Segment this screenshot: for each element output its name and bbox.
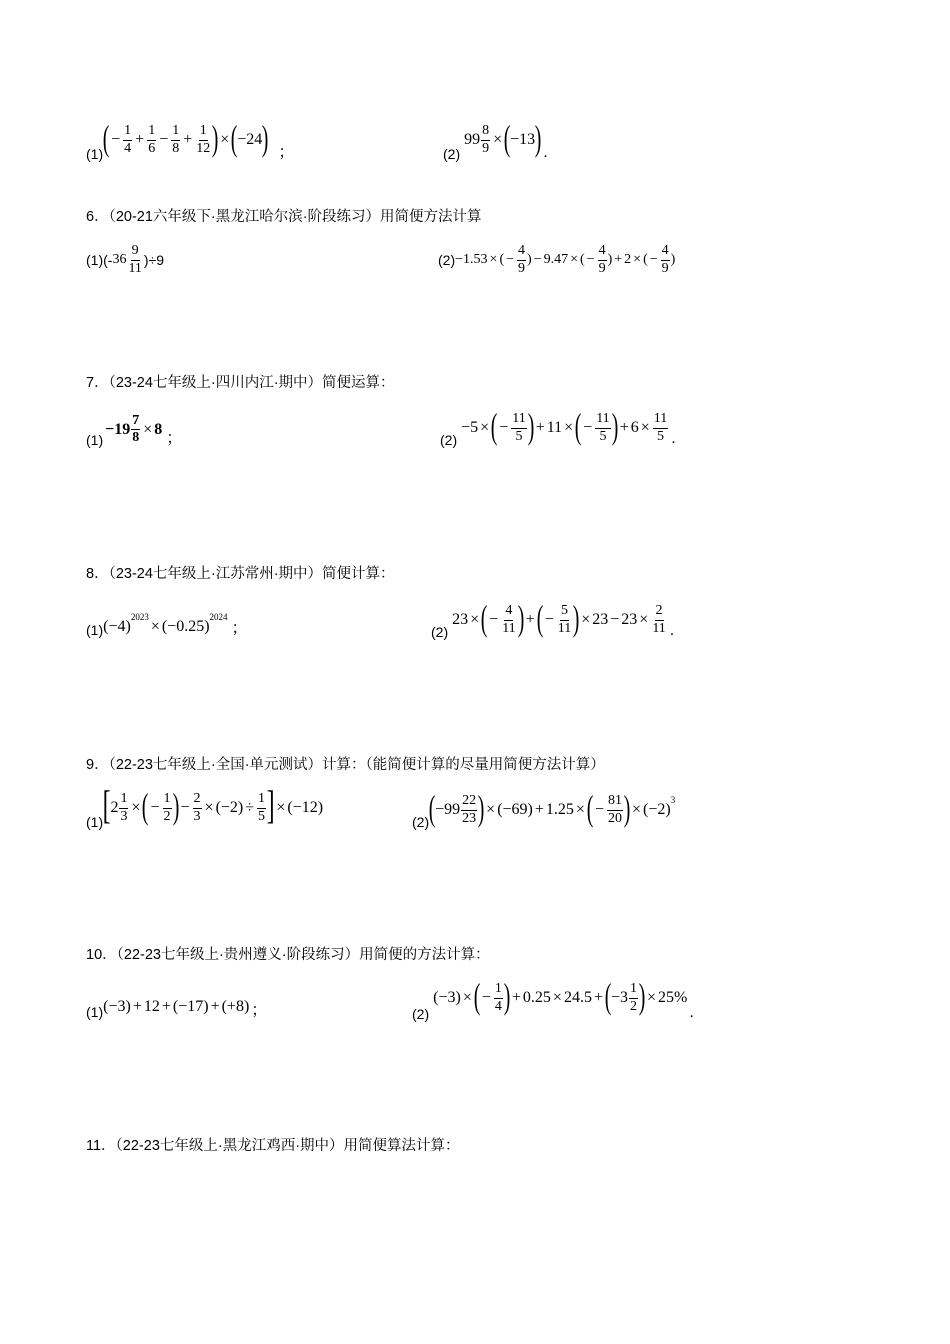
- q6-part1: [86, 240, 164, 280]
- q5-part2-end: .: [543, 144, 548, 161]
- q7-part1-formula: −19 $\frac{7}{8}$ × 8: [105, 412, 163, 446]
- q8-part2-label: (2): [431, 624, 449, 640]
- q7-part1-label: (1): [86, 432, 104, 448]
- q10-part2: [412, 974, 694, 1024]
- q5-part1-formula: ( − $\frac{1}{4}$ + $\frac{1}{6}$ − $\frac{1}{8}$ + $\frac{1}{12}$ ) × ( −24 ): [102, 118, 269, 158]
- q8-part1-formula: (−4) 2023 × (−0.25) 2024: [103, 612, 228, 635]
- q10-part2-formula: (−3) × ( − $\frac{1}{4}$ ) + 0.25 × 24.5 + ( −3 $\frac{1}{2}$ ) × 25%: [433, 976, 688, 1016]
- q10-title: 10．（22-23七年级上·贵州遵义·阶段练习）用简便的方法计算：: [86, 947, 490, 963]
- q9-part1-formula: [ 2 $\frac{1}{3}$ × ( − $\frac{1}{2}$ ) − $\frac{2}{3}$ × (−2) ÷ $\frac{1}{5}$ ] × (−12): [102, 782, 324, 827]
- q9-part2-label: (2): [412, 814, 430, 830]
- q9-part2-formula: ( −99 $\frac{22}{23}$ ) × (−69) + 1.25 × ( − $\frac{81}{20}$ ) × (−2) 3: [428, 788, 676, 828]
- q10-part1-formula: (−3) + 12 + (−17) + (+8): [103, 998, 250, 1015]
- q8-title: 8．（23-24七年级上·江苏常州·期中）简便计算：: [86, 566, 395, 582]
- q8-part1-label: (1): [86, 622, 104, 638]
- q9-part2: [412, 784, 675, 834]
- q6-title: 6．（20-21六年级下·黑龙江哈尔滨·阶段练习）用简便方法计算: [86, 209, 482, 225]
- q5-part1: [86, 116, 294, 164]
- q8-part1-sep: ；: [231, 620, 248, 637]
- q9-title: 9．（22-23七年级上·全国·单元测试）计算：（能简便计算的尽量用简便方法计算）: [86, 757, 605, 773]
- q7-part1-sep: ；: [166, 430, 183, 447]
- q7-part2-label: (2): [440, 432, 458, 448]
- q7-part1: [86, 404, 182, 452]
- q5-part2-formula: 99 $\frac{8}{9}$ × ( −13 ): [464, 118, 542, 158]
- q6-part2-label: (2): [438, 252, 456, 268]
- q9-part1: [86, 784, 323, 834]
- q6-part1-suffix: )÷9: [143, 252, 165, 268]
- q6-part2: [438, 240, 675, 280]
- q7-part2-end: .: [671, 430, 676, 447]
- q8-part2-formula: 23 × ( − $\frac{4}{11}$ ) + ( − $\frac{5}{11}$ ) × 23 − 23 × $\frac{2}{11}$: [452, 598, 666, 638]
- q5-part1-sep: ；: [278, 144, 295, 161]
- q9-part1-label: (1): [86, 814, 104, 830]
- q10-part1-sep: ；: [251, 1002, 268, 1019]
- q7-part2-formula: −5 × ( − $\frac{11}{5}$ ) + 11 × ( − $\frac{11}{5}$ ) + 6 × $\frac{11}{5}$: [461, 406, 668, 446]
- q11-title: 11．（22-23七年级上·黑龙江鸡西·期中）用简便算法计算：: [86, 1138, 460, 1154]
- q10-part2-end: .: [689, 1004, 694, 1021]
- q5-part1-label: (1): [86, 146, 104, 162]
- q10-part2-label: (2): [412, 1006, 430, 1022]
- q6-part1-prefix: (1)(-: [86, 252, 113, 268]
- q7-part2: [440, 402, 676, 452]
- q10-part1-label: (1): [86, 1004, 104, 1020]
- q5-part2-label: (2): [443, 146, 461, 162]
- q8-part2: [431, 594, 674, 644]
- q5-part2: [443, 116, 548, 164]
- q6-part1-formula: 36 $\frac{9}{11}$: [112, 242, 142, 276]
- q8-part1: [86, 602, 248, 642]
- q10-part1: [86, 992, 267, 1022]
- q7-title: 7．（23-24七年级上·四川内江·期中）简便运算：: [86, 375, 395, 391]
- q6-part2-formula: −1.53 × ( − $\frac{4}{9}$ ) − 9.47 × ( − $\frac{4}{9}$ ) + 2 × ( − $\frac{4}{9}$ ): [455, 242, 676, 276]
- q8-part2-end: .: [669, 622, 675, 639]
